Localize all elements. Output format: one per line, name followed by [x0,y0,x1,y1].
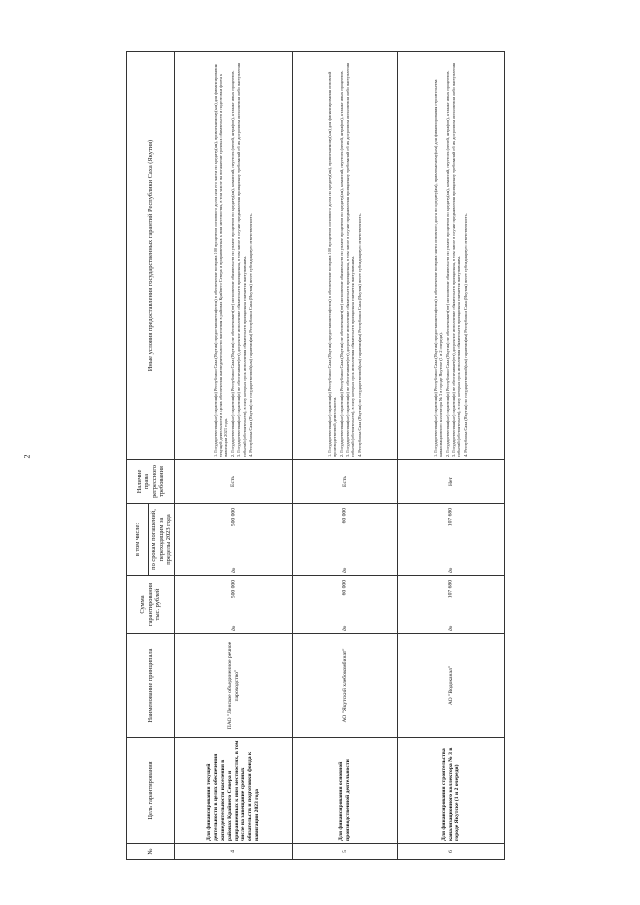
row-purpose: Для финансирования основной производственной деятельности [293,738,398,844]
condition-item: 4. Республика Саха (Якутия) по государственной(ым) гарантии(ям) Республики Саха (Якутия) несет субсидиарную ответственность. [356,213,362,457]
header-incl: в том числе: [127,504,149,576]
row-incl: 107 680 [447,508,454,527]
condition-item: 4. Республика Саха (Якутия) по государственной(ым) гарантии(ям) Республики Саха (Якутия) несет субсидиарную ответственность. [462,213,468,457]
header-principal: Наименование принципала [127,634,175,738]
row-amount-cell [398,576,505,634]
row-principal: АО "Водоканал" [398,634,505,738]
row-amount-cell [293,576,398,634]
row-amount: 60 000 [341,580,348,596]
row-incl: 500 000 [230,508,237,527]
condition-item: 4. Республика Саха (Якутия) по государственной(ым) гарантии(ям) Республики Саха (Якутия) несет субсидиарную ответственность. [247,213,253,457]
row-conditions [398,52,505,460]
amount-prefix: до [230,625,237,631]
row-regress: Нет [398,460,505,504]
guarantee-table-sheet [126,52,504,860]
row-principal: ПАО "Ленское объединенное речное пароходство" [175,634,293,738]
header-incl-sub: по срокам погашений, переходящим за пределы 2023 года [149,504,175,576]
incl-prefix: до [341,567,348,573]
condition-item: 3. Государственная(ые) гарантия(и) не обеспечивает(ют) досрочное исполнение обязательств принципала, в том числе в случае предъявления принципалу требований об их досрочном исполнении либо наступления событий (обстоятельств), в силу которых срок исполнения обязательств принципала считается наступившим. [451,63,462,457]
row-regress: Есть [175,460,293,504]
row-amount: 107 680 [447,580,454,599]
condition-item: 3. Государственная(ые) гарантия(и) не обеспечивает(ют) досрочное исполнение обязательств принципала, в том числе в случае предъявления принципалу требований об их досрочном исполнении либо наступления событий (обстоятельств), в силу которых срок исполнения обязательств принципала считается наступившим. [236,63,247,457]
header-conditions: Иные условия предоставления государственных гарантий Республики Саха (Якутия) [127,52,175,460]
table-row [398,52,505,860]
row-purpose: Для финансирования строительства канализационного коллектора № 3 в городе Якутске (1 и 2 очереди) [398,738,505,844]
row-incl: 60 000 [341,508,348,524]
condition-item: 1. Государственная(ые) гарантия(и) Республики Саха (Якутия) предоставляется(ются) в обеспечение возврата 100 процентов основного долга или его части по кредиту(ам), привлекаемому(ым) для финансирования текущей деятельности в целях обеспечения жизнедеятельности населения в районах Крайнего Севера и приравненных к ним местностях, в том числе на погашение срочных обязательств и подготовки флота к навигации 2023 года. [212,64,229,457]
condition-item: 2. Государственная(ые) гарантия(и) Республики Саха (Якутия) не обеспечивает(ют) исполнение обязательств по уплате процентов по кредиту(ам), комиссий, неустоек (пеней, штрафов), а также иных процентов. [229,70,235,457]
row-amount: 500 000 [230,580,237,599]
row-purpose: Для финансирования текущей деятельности в целях обеспечения жизнедеятельности населения в районах Крайнего Севера и приравненных к ним местностях, в том числе на завещание срочных обязательств и подготовки фонда к навигации 2023 года [175,738,293,844]
condition-item: 2. Государственная(ые) гарантия(и) Республики Саха (Якутия) не обеспечивает(ют) исполнение обязательств по уплате процентов по кредиту(ам), комиссий, неустоек (пеней, штрафов), а также иных процентов. [444,70,450,457]
incl-prefix: до [230,567,237,573]
row-incl-cell [175,504,293,576]
table-row [293,52,398,860]
condition-item: 1. Государственная(ые) гарантия(и) Республики Саха (Якутия) предоставляется(ются) в обеспечение возврата 100 процентов основного долга по кредиту(ам), привлекаемому(ым) для финансирования основной производственной деятельности. [326,71,338,457]
row-incl-cell [398,504,505,576]
condition-item: 3. Государственная(ые) гарантия(и) не обеспечивает(ют) досрочное исполнение обязательств принципала, в том числе в случае предъявления принципалу требований об их досрочном исполнении либо наступления событий (обстоятельств), в силу которых срок исполнения обязательств принципала считается наступившим. [345,63,356,457]
header-amount: Сумма гарантирования тыс. рублей [127,576,175,634]
header-regress: Наличие права регрессного требования [127,460,175,504]
row-incl-cell [293,504,398,576]
row-conditions [175,52,293,460]
row-conditions [293,52,398,460]
page-number: 2 [22,454,32,459]
guarantee-table [126,51,505,860]
condition-item: 1. Государственная(ые) гарантия(и) Республики Саха (Якутия) предоставляется(ются) в обеспечение возврата части основного долга по кредиту(ам), привлекаемому(ым) для финансирования строительства канализационного коллектора № 3 в городе Якутске (1 и 2 очереди). [432,79,444,457]
row-number: 6 [398,844,505,860]
header-num: № [127,844,175,860]
row-amount-cell [175,576,293,634]
row-principal: АО "Якутский хлебокомбинат" [293,634,398,738]
header-purpose: Цель гарантирования [127,738,175,844]
row-regress: Есть [293,460,398,504]
row-number: 4 [175,844,293,860]
incl-prefix: до [447,567,454,573]
amount-prefix: до [341,625,348,631]
amount-prefix: до [447,625,454,631]
row-number: 5 [293,844,398,860]
table-row [175,52,293,860]
condition-item: 2. Государственная(ые) гарантия(и) Республики Саха (Якутия) не обеспечивает(ют) исполнение обязательств по уплате процентов по кредиту(ам), комиссий, неустоек (пеней, штрафов), а также иных процентов. [338,70,344,457]
